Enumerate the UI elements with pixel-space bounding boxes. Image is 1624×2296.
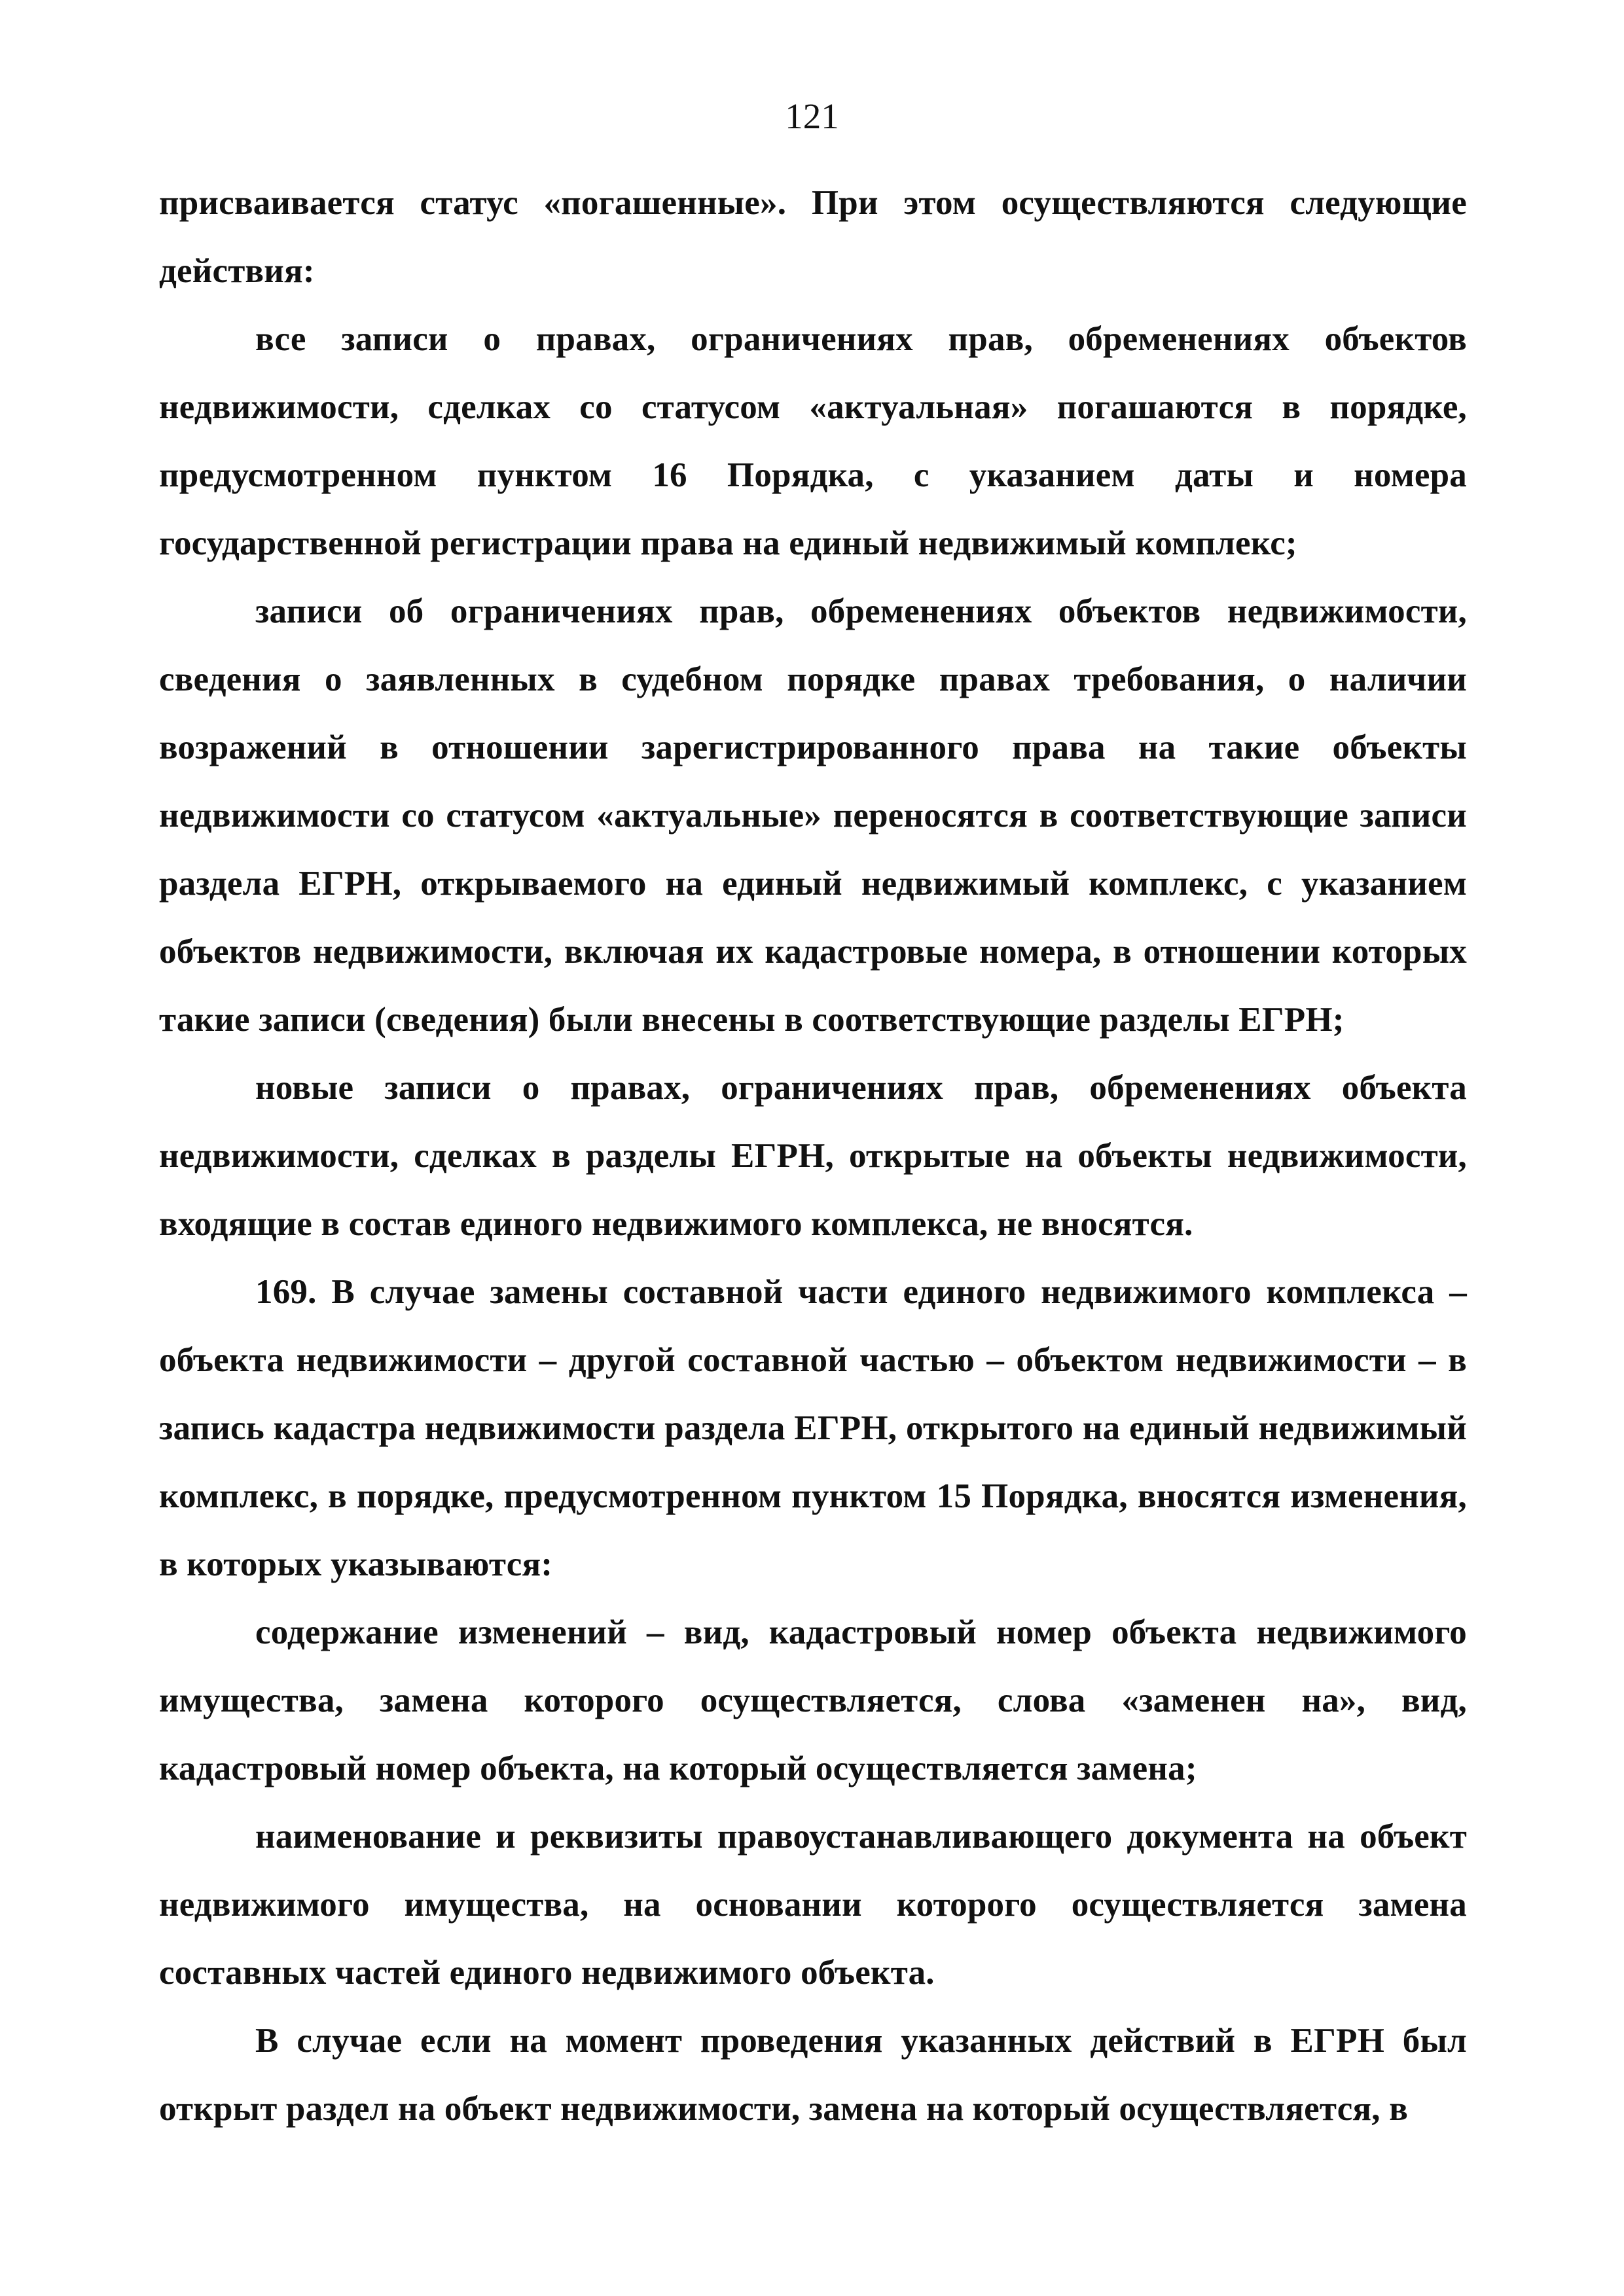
paragraph-new-records: новые записи о правах, ограничениях прав, обременениях объекта недвижимости, сделках в разделы ЕГРН, открытые на объекты недвижимости, входящие в состав единого недвижимого комплекса, не вносятся. [159,1069,1467,1243]
paragraph-open-section: В случае если на момент проведения указанных действий в ЕГРН был открыт раздел на объект недвижимости, замена на который осуществляется, в [159,2022,1467,2128]
paragraph-change-contents: содержание изменений – вид, кадастровый номер объекта недвижимого имущества, замена которого осуществляется, слова «заменен на», вид, кадастровый номер объекта, на который осуществляется замена; [159,1613,1467,1787]
paragraph-clause-169: 169. В случае замены составной части единого недвижимого комплекса – объекта недвижимости – другой составной частью – объектом недвижимости – в запись кадастра недвижимости раздела ЕГРН, открытого на единый недвижимый комплекс, в порядке, предусмотренном пунктом 15 Порядка, вносятся изменения, в которых указываются: [159,1273,1467,1583]
document-body [159,169,1467,2143]
paragraph-records-transferred: записи об ограничениях прав, обременениях объектов недвижимости, сведения о заявленных в судебном порядке правах требования, о наличии возражений в отношении зарегистрированного права на такие объекты недвижимости со статусом «актуальные» переносятся в соответствующие записи раздела ЕГРН, открываемого на единый недвижимый комплекс, с указанием объектов недвижимости, включая их кадастровые номера, в отношении которых такие записи (сведения) были внесены в соответствующие разделы ЕГРН; [159,592,1467,1039]
paragraph-title-document: наименование и реквизиты правоустанавливающего документа на объект недвижимого имущества, на основании которого осуществляется замена составных частей единого недвижимого объекта. [159,1818,1467,1992]
paragraph-records-cancelled: все записи о правах, ограничениях прав, обременениях объектов недвижимости, сделках со статусом «актуальная» погашаются в порядке, предусмотренном пунктом 16 Порядка, с указанием даты и номера государственной регистрации права на единый недвижимый комплекс; [159,320,1467,562]
page-number: 121 [785,96,839,136]
paragraph-continuation: присваивается статус «погашенные». При этом осуществляются следующие действия: [159,184,1467,290]
